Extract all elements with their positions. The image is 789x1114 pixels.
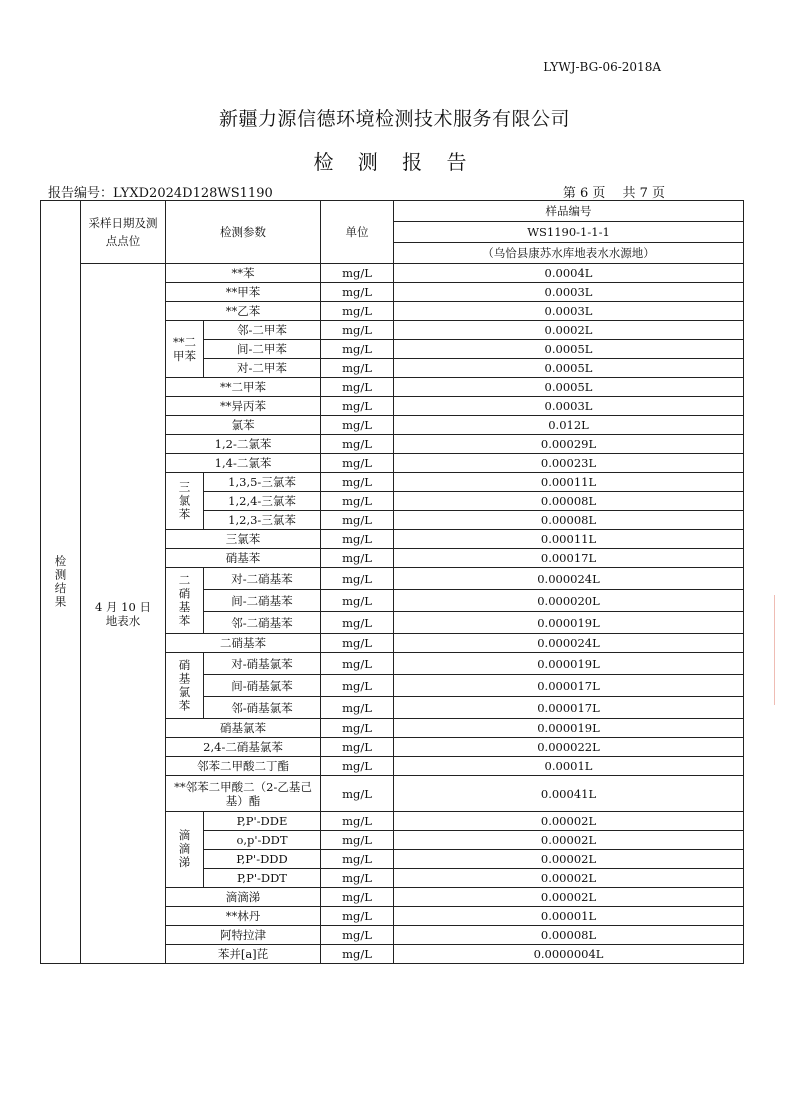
param-cell: **乙苯: [166, 302, 321, 321]
param-cell: 滴滴涕: [166, 888, 321, 907]
value-cell: 0.00041L: [394, 776, 744, 812]
value-cell: 0.00002L: [394, 850, 744, 869]
value-cell: 0.000019L: [394, 612, 744, 634]
param-cell: 邻苯二甲酸二丁酯: [166, 757, 321, 776]
unit-cell: mg/L: [321, 492, 394, 511]
param-cell: **异丙苯: [166, 397, 321, 416]
value-cell: 0.00008L: [394, 511, 744, 530]
table-row: [41, 264, 744, 283]
header-sample-site: （乌恰县康苏水库地表水水源地）: [394, 243, 744, 264]
side-label: 检测结果: [53, 555, 68, 609]
value-cell: 0.00002L: [394, 831, 744, 850]
unit-cell: mg/L: [321, 945, 394, 964]
param-cell: 氯苯: [166, 416, 321, 435]
unit-cell: mg/L: [321, 888, 394, 907]
unit-cell: mg/L: [321, 634, 394, 653]
value-cell: 0.00011L: [394, 473, 744, 492]
value-cell: 0.00017L: [394, 549, 744, 568]
unit-cell: mg/L: [321, 907, 394, 926]
param-cell: 间-二硝基苯: [204, 590, 321, 612]
page-current: 第 6 页: [562, 186, 606, 201]
group-label: 硝基氯苯: [177, 658, 192, 713]
param-cell: **苯: [166, 264, 321, 283]
value-cell: 0.000019L: [394, 719, 744, 738]
unit-cell: mg/L: [321, 359, 394, 378]
value-cell: 0.0003L: [394, 397, 744, 416]
header-param: 检测参数: [166, 201, 321, 264]
param-cell: o,p'-DDT: [204, 831, 321, 850]
sampling-site: 地表水: [105, 613, 141, 628]
value-cell: 0.000020L: [394, 590, 744, 612]
unit-cell: mg/L: [321, 454, 394, 473]
unit-cell: mg/L: [321, 511, 394, 530]
param-cell: **甲苯: [166, 283, 321, 302]
unit-cell: mg/L: [321, 473, 394, 492]
value-cell: 0.0004L: [394, 264, 744, 283]
value-cell: 0.000024L: [394, 568, 744, 590]
seal-edge: [774, 595, 789, 705]
param-cell: 间-硝基氯苯: [204, 675, 321, 697]
header-sample-no: 样品编号: [394, 201, 744, 222]
value-cell: 0.00002L: [394, 812, 744, 831]
group-xylene: **二甲苯: [166, 321, 204, 378]
value-cell: 0.000017L: [394, 697, 744, 719]
unit-cell: mg/L: [321, 378, 394, 397]
unit-cell: mg/L: [321, 590, 394, 612]
company-name: 新疆力源信德环境检测技术服务有限公司: [218, 108, 570, 130]
unit-cell: mg/L: [321, 549, 394, 568]
param-cell: 1,3,5-三氯苯: [204, 473, 321, 492]
unit-cell: mg/L: [321, 812, 394, 831]
unit-cell: mg/L: [321, 926, 394, 945]
group-label: 滴滴涕: [177, 829, 192, 870]
unit-cell: mg/L: [321, 653, 394, 675]
param-cell: **邻苯二甲酸二（2-乙基己基）酯: [166, 776, 321, 812]
group-nitrochlorobenzene: [166, 653, 204, 719]
param-cell: 对-二硝基苯: [204, 568, 321, 590]
value-cell: 0.0005L: [394, 340, 744, 359]
value-cell: 0.00002L: [394, 869, 744, 888]
param-cell: 对-硝基氯苯: [204, 653, 321, 675]
value-cell: 0.012L: [394, 416, 744, 435]
value-cell: 0.0005L: [394, 378, 744, 397]
document-code: LYWJ-BG-06-2018A: [543, 60, 661, 74]
group-label: 二硝基苯: [177, 573, 192, 628]
param-cell: **林丹: [166, 907, 321, 926]
header-sample-id: WS1190-1-1-1: [394, 222, 744, 243]
group-trichlorobenzene: [166, 473, 204, 530]
report-title: 检 测 报 告: [313, 150, 476, 174]
value-cell: 0.00029L: [394, 435, 744, 454]
unit-cell: mg/L: [321, 397, 394, 416]
value-cell: 0.0003L: [394, 302, 744, 321]
value-cell: 0.00008L: [394, 492, 744, 511]
param-cell: 三氯苯: [166, 530, 321, 549]
param-cell: 邻-二硝基苯: [204, 612, 321, 634]
param-cell: 间-二甲苯: [204, 340, 321, 359]
param-cell: 对-二甲苯: [204, 359, 321, 378]
param-cell: 1,4-二氯苯: [166, 454, 321, 473]
param-cell: 1,2,4-三氯苯: [204, 492, 321, 511]
value-cell: 0.00011L: [394, 530, 744, 549]
unit-cell: mg/L: [321, 719, 394, 738]
value-cell: 0.000024L: [394, 634, 744, 653]
side-label-cell: [41, 201, 81, 964]
unit-cell: mg/L: [321, 675, 394, 697]
group-label: 三氯苯: [177, 480, 192, 522]
unit-cell: mg/L: [321, 416, 394, 435]
group-dinitrobenzene: [166, 568, 204, 634]
results-table: [40, 200, 744, 964]
param-cell: 二硝基苯: [166, 634, 321, 653]
value-cell: 0.00002L: [394, 888, 744, 907]
value-cell: 0.0005L: [394, 359, 744, 378]
value-cell: 0.0000004L: [394, 945, 744, 964]
value-cell: 0.00008L: [394, 926, 744, 945]
unit-cell: mg/L: [321, 757, 394, 776]
unit-cell: mg/L: [321, 435, 394, 454]
unit-cell: mg/L: [321, 850, 394, 869]
param-cell: 1,2,3-三氯苯: [204, 511, 321, 530]
page-indicator: [559, 182, 665, 201]
param-cell: 邻-硝基氯苯: [204, 697, 321, 719]
sampling-date: 4 月 10 日: [95, 599, 151, 614]
unit-cell: mg/L: [321, 831, 394, 850]
header-date-site: 采样日期及测点点位: [81, 201, 166, 264]
param-cell: 2,4-二硝基氯苯: [166, 738, 321, 757]
param-cell: 邻-二甲苯: [204, 321, 321, 340]
header-unit: 单位: [321, 201, 394, 264]
param-cell: 硝基苯: [166, 549, 321, 568]
value-cell: 0.0001L: [394, 757, 744, 776]
value-cell: 0.0002L: [394, 321, 744, 340]
date-site-cell: [81, 264, 166, 964]
page-total: 共 7 页: [622, 186, 665, 201]
param-cell: 硝基氯苯: [166, 719, 321, 738]
value-cell: 0.000022L: [394, 738, 744, 757]
unit-cell: mg/L: [321, 697, 394, 719]
param-cell: **二甲苯: [166, 378, 321, 397]
unit-cell: mg/L: [321, 283, 394, 302]
param-cell: P,P'-DDT: [204, 869, 321, 888]
unit-cell: mg/L: [321, 568, 394, 590]
header-row: [41, 201, 744, 222]
unit-cell: mg/L: [321, 340, 394, 359]
param-cell: 苯并[a]芘: [166, 945, 321, 964]
param-cell: 阿特拉津: [166, 926, 321, 945]
value-cell: 0.00001L: [394, 907, 744, 926]
unit-cell: mg/L: [321, 776, 394, 812]
unit-cell: mg/L: [321, 612, 394, 634]
value-cell: 0.0003L: [394, 283, 744, 302]
group-ddt: [166, 812, 204, 888]
value-cell: 0.000019L: [394, 653, 744, 675]
value-cell: 0.00023L: [394, 454, 744, 473]
param-cell: 1,2-二氯苯: [166, 435, 321, 454]
unit-cell: mg/L: [321, 321, 394, 340]
param-cell: P,P'-DDE: [204, 812, 321, 831]
value-cell: 0.000017L: [394, 675, 744, 697]
param-cell: P,P'-DDD: [204, 850, 321, 869]
unit-cell: mg/L: [321, 869, 394, 888]
unit-cell: mg/L: [321, 302, 394, 321]
unit-cell: mg/L: [321, 530, 394, 549]
unit-cell: mg/L: [321, 738, 394, 757]
report-number: 报告编号：LYXD2024D128WS1190: [48, 186, 273, 201]
unit-cell: mg/L: [321, 264, 394, 283]
